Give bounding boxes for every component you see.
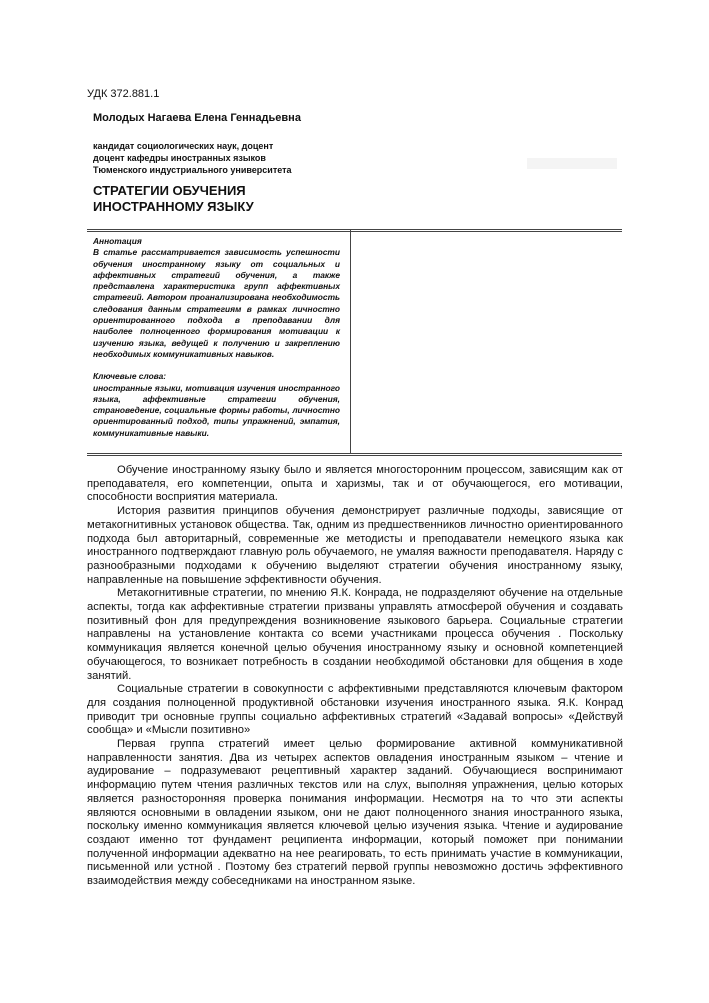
annotation-heading: Аннотация bbox=[93, 236, 142, 246]
abstract-column bbox=[93, 236, 340, 439]
article-body bbox=[87, 464, 623, 889]
udk-code: УДК 372.881.1 bbox=[87, 88, 160, 100]
author-affiliation bbox=[93, 140, 292, 176]
title-line: ИНОСТРАННОМУ ЯЗЫКУ bbox=[93, 199, 254, 214]
body-paragraph: История развития принципов обучения демонстрирует различные подходы, зависящие от метакогнитивных установок общества. Так, одним из предшественников личностно ориентированного подхода был авторитарный, современные же методисты и преподаватели немецкого языка как иностранного подтверждают главную роль обучаемого, не умаляя важности преподавателя. Наряду с разнообразными подходами к обучению выделяют стратегии обучения иностранному языку, направленные на повышение эффективности обучения. bbox=[87, 505, 623, 586]
body-paragraph: Метакогнитивные стратегии, по мнению Я.К. Конрада, не подразделяют обучение на отдельные аспекты, тогда как аффективные стратегии призваны управлять атмосферой обучения и создавать позитивный фон для предупреждения возникновение языкового барьера. Социальные стратегии направлены на установление контакта со всеми участниками процесса обучения . Поскольку коммуникация является конечной целью обучения иностранному языку и основной компетенцией обучающегося, то возникает потребность в создании необходимой обстановки для общения в ходе занятий. bbox=[87, 587, 623, 682]
annotation-text: В статье рассматривается зависимость успешности обучения иностранному языку от социальных и аффективных стратегий обучения, а также представлена характеристика групп аффективных стратегий. Автором проанализирована необходимость следования данным стратегиям в рамках личностно ориентированного подхода в преподавании для наиболее полноценного формирования мотивации к изучению языка, ведущей к получению и закреплению необходимых коммуникативных навыков. bbox=[93, 247, 340, 359]
abstract-column-divider bbox=[350, 229, 351, 453]
body-paragraph: Обучение иностранному языку было и является многосторонним процессом, зависящим как от преподавателя, его компетенции, опыта и харизмы, так и от обучающегося, его мотивации, способности восприятия материала. bbox=[87, 464, 623, 504]
affiliation-line: доцент кафедры иностранных языков bbox=[93, 153, 266, 163]
faint-mark bbox=[527, 158, 617, 169]
keywords-heading: Ключевые слова: bbox=[93, 371, 167, 382]
abstract-box-bottom-rule bbox=[87, 453, 622, 456]
author-name: Молодых Нагаева Елена Геннадьевна bbox=[93, 112, 301, 124]
article-title bbox=[93, 183, 254, 215]
keywords-text: иностранные языки, мотивация изучения иностранного языка, аффективные стратегии обучения, страноведение, социальные формы работы, личностно ориентированный подход, типы упражнений, эмпатия, коммуникативные навыки. bbox=[93, 382, 340, 438]
affiliation-line: Тюменского индустриального университета bbox=[93, 165, 292, 175]
affiliation-line: кандидат социологических наук, доцент bbox=[93, 141, 274, 151]
body-paragraph: Социальные стратегии в совокупности с аффективными представляются ключевым фактором для создания полноценной продуктивной обстановки изучения иностранного языка. Я.К. Конрад приводит три основные группы социально аффективных стратегий «Задавай вопросы» «Действуй сообща» и «Мысли позитивно» bbox=[87, 683, 623, 737]
body-paragraph: Первая группа стратегий имеет целью формирование активной коммуникативной направленности занятия. Два из четырех аспектов овладения иностранным языком – чтение и аудирование – подразумевают рецептивный характер заданий. Обучающиеся воспринимают информацию путем чтения различных текстов или на слух, выполняя упражнения, целью которых является разносторонняя проверка понимания информации. Несмотря на то что эти аспекты являются основными в овладении языком, они не дают полноценного знания иностранного языка, поскольку именно коммуникация является ключевой целью изучения языка. Чтение и аудирование создают именно тот фундамент реципиента информации, который поможет при понимании полученной информации адекватно на нее реагировать, то есть принимать участие в коммуникации, письменной или устной . Поэтому без стратегий первой группы невозможно достичь эффективного взаимодействия между собеседниками на иностранном языке. bbox=[87, 738, 623, 888]
title-line: СТРАТЕГИИ ОБУЧЕНИЯ bbox=[93, 183, 246, 198]
